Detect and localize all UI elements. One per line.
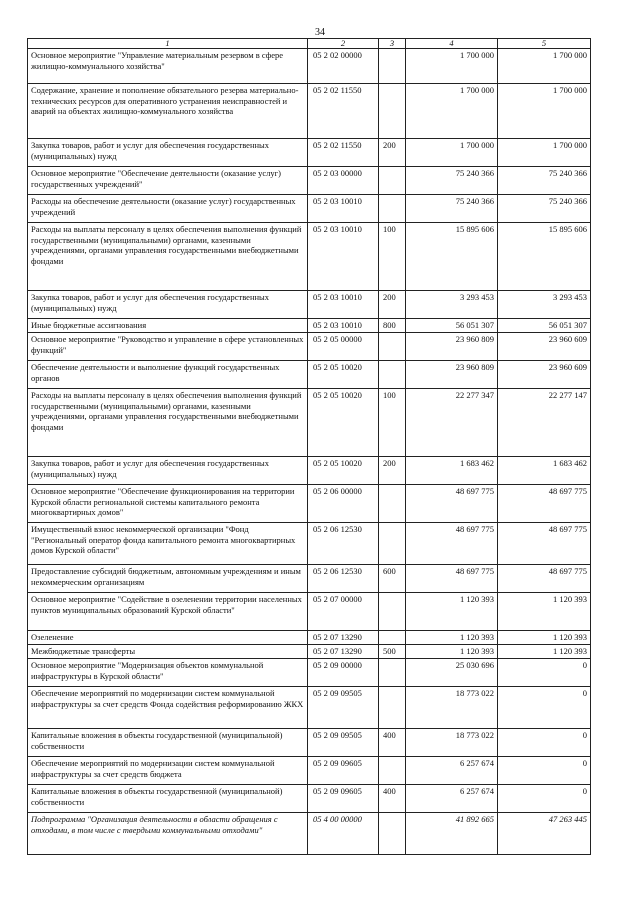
cell-target-code: 05 2 07 13290 bbox=[308, 631, 379, 645]
table-header-row bbox=[28, 39, 591, 49]
cell-amount-col4: 48 697 775 bbox=[406, 523, 498, 565]
cell-target-code: 05 2 07 13290 bbox=[308, 645, 379, 659]
cell-target-code: 05 2 05 10020 bbox=[308, 389, 379, 457]
cell-amount-col5: 48 697 775 bbox=[498, 485, 591, 523]
cell-expense-type: 400 bbox=[379, 729, 406, 757]
cell-target-code: 05 2 09 00000 bbox=[308, 659, 379, 687]
cell-target-code: 05 2 06 00000 bbox=[308, 485, 379, 523]
budget-table bbox=[27, 38, 591, 855]
cell-target-code: 05 2 02 11550 bbox=[308, 139, 379, 167]
cell-expense-type bbox=[379, 631, 406, 645]
cell-name: Основное мероприятие "Обеспечение деятельности (оказание услуг) государственных учреждений" bbox=[28, 167, 308, 195]
cell-amount-col4: 56 051 307 bbox=[406, 319, 498, 333]
cell-amount-col5: 1 700 000 bbox=[498, 84, 591, 139]
cell-amount-col5: 47 263 445 bbox=[498, 813, 591, 855]
table-row bbox=[28, 333, 591, 361]
cell-target-code: 05 2 03 10010 bbox=[308, 223, 379, 291]
cell-expense-type bbox=[379, 195, 406, 223]
cell-amount-col4: 3 293 453 bbox=[406, 291, 498, 319]
cell-expense-type bbox=[379, 485, 406, 523]
cell-amount-col4: 1 700 000 bbox=[406, 49, 498, 84]
cell-expense-type bbox=[379, 167, 406, 195]
table-row bbox=[28, 389, 591, 457]
cell-name: Обеспечение мероприятий по модернизации систем коммунальной инфраструктуры за счет средств бюджета bbox=[28, 757, 308, 785]
cell-amount-col5: 75 240 366 bbox=[498, 195, 591, 223]
cell-target-code: 05 2 06 12530 bbox=[308, 565, 379, 593]
cell-target-code: 05 4 00 00000 bbox=[308, 813, 379, 855]
cell-expense-type bbox=[379, 523, 406, 565]
cell-target-code: 05 2 09 09505 bbox=[308, 729, 379, 757]
table-row bbox=[28, 223, 591, 291]
cell-target-code: 05 2 05 10020 bbox=[308, 361, 379, 389]
cell-amount-col5: 1 683 462 bbox=[498, 457, 591, 485]
column-header-5: 5 bbox=[498, 39, 591, 49]
cell-amount-col5: 48 697 775 bbox=[498, 565, 591, 593]
cell-amount-col5: 1 120 393 bbox=[498, 593, 591, 631]
cell-expense-type: 800 bbox=[379, 319, 406, 333]
cell-amount-col5: 22 277 147 bbox=[498, 389, 591, 457]
table-row bbox=[28, 49, 591, 84]
cell-name: Закупка товаров, работ и услуг для обеспечения государственных (муниципальных) нужд bbox=[28, 291, 308, 319]
cell-amount-col5: 3 293 453 bbox=[498, 291, 591, 319]
cell-target-code: 05 2 03 10010 bbox=[308, 195, 379, 223]
cell-target-code: 05 2 03 10010 bbox=[308, 291, 379, 319]
cell-amount-col5: 56 051 307 bbox=[498, 319, 591, 333]
cell-target-code: 05 2 06 12530 bbox=[308, 523, 379, 565]
cell-amount-col4: 18 773 022 bbox=[406, 687, 498, 729]
cell-amount-col4: 1 120 393 bbox=[406, 631, 498, 645]
table-row bbox=[28, 523, 591, 565]
cell-target-code: 05 2 09 09605 bbox=[308, 757, 379, 785]
cell-amount-col4: 25 030 696 bbox=[406, 659, 498, 687]
cell-expense-type: 200 bbox=[379, 139, 406, 167]
cell-amount-col5: 75 240 366 bbox=[498, 167, 591, 195]
cell-amount-col4: 18 773 022 bbox=[406, 729, 498, 757]
cell-name: Подпрограмма "Организация деятельности в области обращения с отходами, в том числе с твердыми коммунальными отходами" bbox=[28, 813, 308, 855]
cell-amount-col5: 1 700 000 bbox=[498, 49, 591, 84]
cell-target-code: 05 2 09 09605 bbox=[308, 785, 379, 813]
cell-amount-col4: 15 895 606 bbox=[406, 223, 498, 291]
table-row bbox=[28, 757, 591, 785]
cell-amount-col5: 0 bbox=[498, 659, 591, 687]
cell-amount-col5: 0 bbox=[498, 785, 591, 813]
cell-name: Расходы на обеспечение деятельности (оказание услуг) государственных учреждений bbox=[28, 195, 308, 223]
cell-expense-type bbox=[379, 49, 406, 84]
table-row bbox=[28, 319, 591, 333]
table-row bbox=[28, 361, 591, 389]
cell-amount-col4: 75 240 366 bbox=[406, 195, 498, 223]
cell-name: Капитальные вложения в объекты государственной (муниципальной) собственности bbox=[28, 785, 308, 813]
cell-expense-type bbox=[379, 659, 406, 687]
cell-name: Обеспечение мероприятий по модернизации систем коммунальной инфраструктуры за счет средств Фонда содействия реформированию ЖКХ bbox=[28, 687, 308, 729]
table-row bbox=[28, 729, 591, 757]
cell-amount-col4: 75 240 366 bbox=[406, 167, 498, 195]
table-row bbox=[28, 645, 591, 659]
cell-amount-col5: 23 960 609 bbox=[498, 361, 591, 389]
cell-amount-col5: 0 bbox=[498, 687, 591, 729]
cell-target-code: 05 2 07 00000 bbox=[308, 593, 379, 631]
table-row bbox=[28, 565, 591, 593]
cell-expense-type bbox=[379, 333, 406, 361]
cell-target-code: 05 2 05 10020 bbox=[308, 457, 379, 485]
cell-amount-col5: 23 960 609 bbox=[498, 333, 591, 361]
cell-expense-type bbox=[379, 813, 406, 855]
column-header-3: 3 bbox=[379, 39, 406, 49]
table-row bbox=[28, 631, 591, 645]
cell-name: Иные бюджетные ассигнования bbox=[28, 319, 308, 333]
cell-expense-type bbox=[379, 361, 406, 389]
cell-name: Межбюджетные трансферты bbox=[28, 645, 308, 659]
cell-amount-col5: 15 895 606 bbox=[498, 223, 591, 291]
table-row bbox=[28, 167, 591, 195]
cell-name: Основное мероприятие "Обеспечение функционирования на территории Курской области региональной системы капитального ремонта многоквартирных домов" bbox=[28, 485, 308, 523]
cell-expense-type bbox=[379, 687, 406, 729]
cell-amount-col4: 1 700 000 bbox=[406, 84, 498, 139]
column-header-2: 2 bbox=[308, 39, 379, 49]
cell-target-code: 05 2 02 11550 bbox=[308, 84, 379, 139]
cell-name: Содержание, хранение и пополнение обязательного резерва материально-технических ресурсов для оперативного устранения неисправностей и аварий на объектах жилищно-коммунального хозяйства bbox=[28, 84, 308, 139]
cell-name: Расходы на выплаты персоналу в целях обеспечения выполнения функций государственными (муниципальными) органами, казенными учреждениями, органами управления государственными внебюджетными фондами bbox=[28, 223, 308, 291]
cell-expense-type: 200 bbox=[379, 457, 406, 485]
cell-expense-type: 500 bbox=[379, 645, 406, 659]
column-header-4: 4 bbox=[406, 39, 498, 49]
cell-name: Имущественный взнос некоммерческой организации "Фонд "Региональный оператор фонда капитального ремонта многоквартирных домов Курской области" bbox=[28, 523, 308, 565]
cell-name: Капитальные вложения в объекты государственной (муниципальной) собственности bbox=[28, 729, 308, 757]
cell-amount-col4: 23 960 809 bbox=[406, 333, 498, 361]
cell-name: Закупка товаров, работ и услуг для обеспечения государственных (муниципальных) нужд bbox=[28, 457, 308, 485]
cell-name: Обеспечение деятельности и выполнение функций государственных органов bbox=[28, 361, 308, 389]
table-row bbox=[28, 457, 591, 485]
table-row bbox=[28, 291, 591, 319]
cell-name: Расходы на выплаты персоналу в целях обеспечения выполнения функций государственными (муниципальными) органами, казенными учреждениями, органами управления государственными внебюджетными фондами bbox=[28, 389, 308, 457]
cell-expense-type: 400 bbox=[379, 785, 406, 813]
table-row bbox=[28, 139, 591, 167]
cell-target-code: 05 2 03 00000 bbox=[308, 167, 379, 195]
cell-name: Основное мероприятие "Управление материальным резервом в сфере жилищно-коммунального хозяйства" bbox=[28, 49, 308, 84]
cell-expense-type bbox=[379, 84, 406, 139]
cell-expense-type: 100 bbox=[379, 389, 406, 457]
cell-name: Предоставление субсидий бюджетным, автономным учреждениям и иным некоммерческим организациям bbox=[28, 565, 308, 593]
cell-expense-type: 200 bbox=[379, 291, 406, 319]
table-row bbox=[28, 813, 591, 855]
cell-target-code: 05 2 02 00000 bbox=[308, 49, 379, 84]
cell-name: Озеленение bbox=[28, 631, 308, 645]
cell-expense-type: 100 bbox=[379, 223, 406, 291]
cell-amount-col5: 0 bbox=[498, 757, 591, 785]
table-row bbox=[28, 485, 591, 523]
cell-amount-col4: 6 257 674 bbox=[406, 785, 498, 813]
cell-amount-col4: 22 277 347 bbox=[406, 389, 498, 457]
cell-amount-col4: 1 683 462 bbox=[406, 457, 498, 485]
cell-target-code: 05 2 05 00000 bbox=[308, 333, 379, 361]
table-row bbox=[28, 687, 591, 729]
cell-expense-type bbox=[379, 757, 406, 785]
cell-amount-col4: 48 697 775 bbox=[406, 485, 498, 523]
cell-amount-col5: 0 bbox=[498, 729, 591, 757]
table-row bbox=[28, 195, 591, 223]
cell-amount-col5: 1 120 393 bbox=[498, 631, 591, 645]
cell-amount-col4: 48 697 775 bbox=[406, 565, 498, 593]
cell-amount-col4: 1 120 393 bbox=[406, 645, 498, 659]
cell-name: Закупка товаров, работ и услуг для обеспечения государственных (муниципальных) нужд bbox=[28, 139, 308, 167]
table-row bbox=[28, 84, 591, 139]
cell-target-code: 05 2 09 09505 bbox=[308, 687, 379, 729]
table-row bbox=[28, 659, 591, 687]
column-header-1: 1 bbox=[28, 39, 308, 49]
cell-amount-col5: 48 697 775 bbox=[498, 523, 591, 565]
cell-expense-type: 600 bbox=[379, 565, 406, 593]
cell-amount-col4: 6 257 674 bbox=[406, 757, 498, 785]
cell-amount-col4: 1 120 393 bbox=[406, 593, 498, 631]
cell-name: Основное мероприятие "Содействие в озеленении территории населенных пунктов муниципальных образований Курской области" bbox=[28, 593, 308, 631]
cell-expense-type bbox=[379, 593, 406, 631]
cell-amount-col5: 1 700 000 bbox=[498, 139, 591, 167]
cell-amount-col4: 23 960 809 bbox=[406, 361, 498, 389]
cell-amount-col4: 1 700 000 bbox=[406, 139, 498, 167]
table-row bbox=[28, 593, 591, 631]
page-number: 34 bbox=[315, 27, 325, 38]
cell-amount-col4: 41 892 665 bbox=[406, 813, 498, 855]
cell-target-code: 05 2 03 10010 bbox=[308, 319, 379, 333]
cell-name: Основное мероприятие "Руководство и управление в сфере установленных функций" bbox=[28, 333, 308, 361]
table-row bbox=[28, 785, 591, 813]
cell-amount-col5: 1 120 393 bbox=[498, 645, 591, 659]
cell-name: Основное мероприятие "Модернизация объектов коммунальной инфраструктуры в Курской области" bbox=[28, 659, 308, 687]
